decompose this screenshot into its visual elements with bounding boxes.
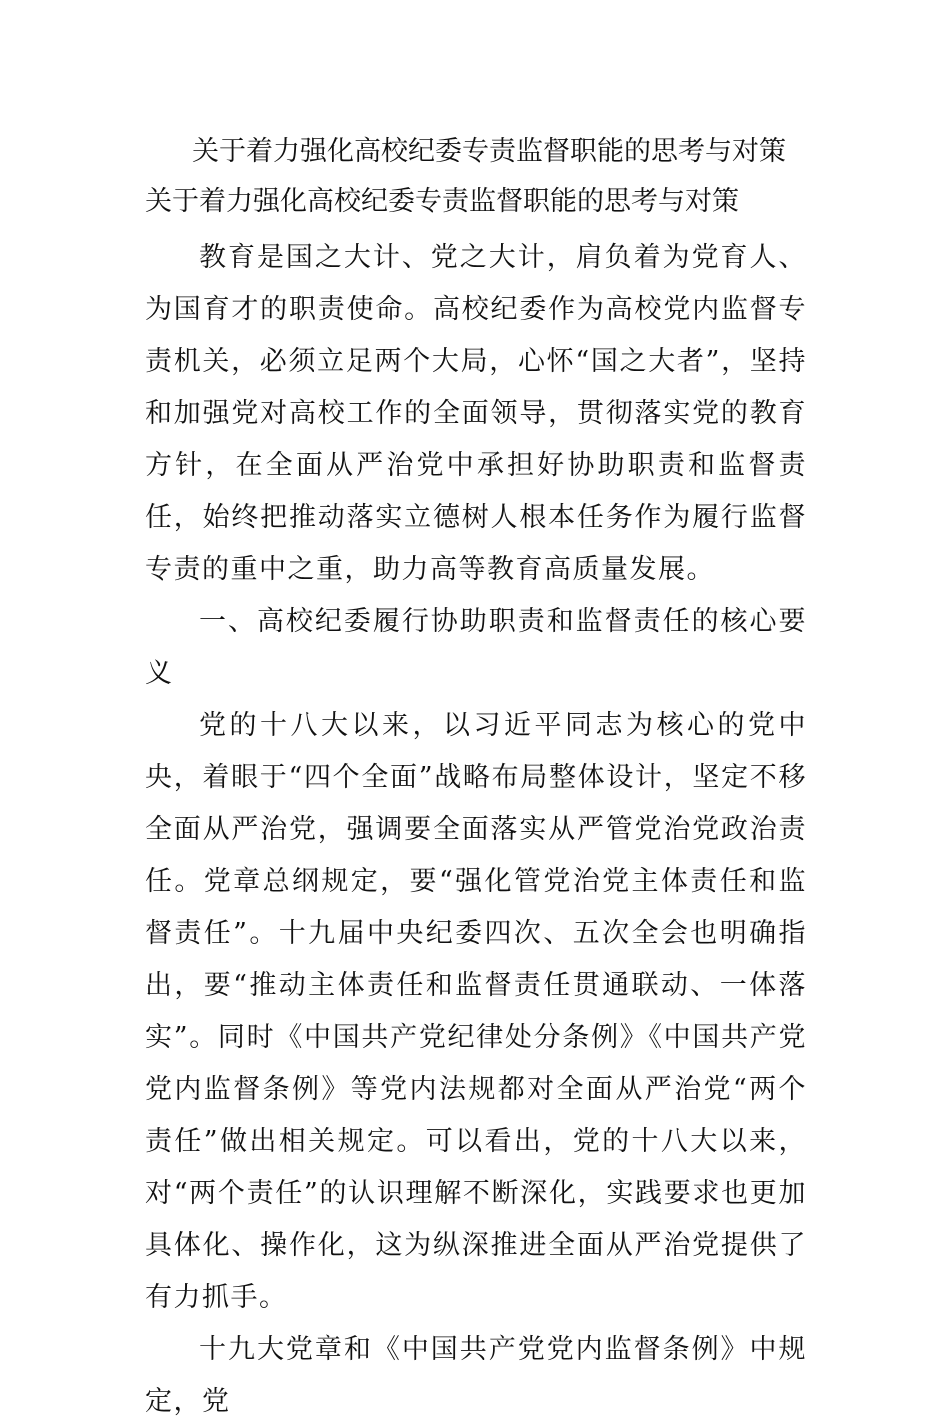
document-subtitle: 关于着力强化高校纪委专责监督职能的思考与对策 xyxy=(145,186,739,217)
document-title: 关于着力强化高校纪委专责监督职能的思考与对策 xyxy=(192,136,786,167)
paragraph-section-1: 党的十八大以来，以习近平同志为核心的党中央，着眼于“四个全面”战略布局整体设计，坚定不移全面从严治党，强调要全面落实从严管党治党政治责任。党章总纲规定，要“强化管党治党主体责任和监督责任”。十九届中央纪委四次、五次全会也明确指出，要“推动主体责任和监督责任贯通联动、一体落实”。同时《中国共产党纪律处分条例》《中国共产党党内监督条例》等党内法规都对全面从严治党“两个责任”做出相关规定。可以看出，党的十八大以来，对“两个责任”的认识理解不断深化，实践要求也更加具体化、操作化，这为纵深推进全面从严治党提供了有力抓手。 xyxy=(145,710,807,1313)
paragraph-intro: 教育是国之大计、党之大计，肩负着为党育人、为国育才的职责使命。高校纪委作为高校党内监督专责机关，必须立足两个大局，心怀“国之大者”，坚持和加强党对高校工作的全面领导，贯彻落实党的教育方针，在全面从严治党中承担好协助职责和监督责任，始终把推动落实立德树人根本任务作为履行监督专责的重中之重，助力高等教育高质量发展。 xyxy=(145,242,807,585)
document-body xyxy=(145,232,807,1428)
section-heading-1: 一、高校纪委履行协助职责和监督责任的核心要义 xyxy=(145,606,807,689)
paragraph-section-1-continued: 十九大党章和《中国共产党党内监督条例》中规定，党 xyxy=(145,1334,807,1417)
